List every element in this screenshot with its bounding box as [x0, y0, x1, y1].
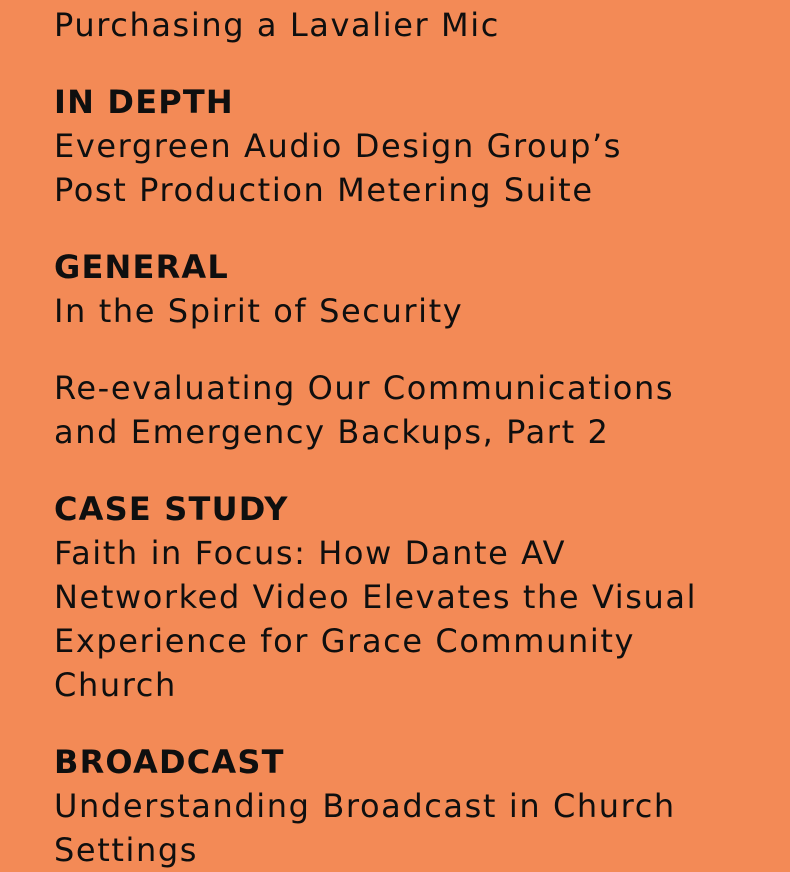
section-label-case-study: CASE STUDY — [54, 490, 289, 528]
section-case-study — [54, 487, 754, 707]
section-in-depth — [54, 80, 754, 212]
toc-entry-title[interactable]: Evergreen Audio Design Group’s Post Production Metering Suite — [54, 127, 623, 209]
toc-entry-title[interactable]: Re-evaluating Our Communications and Emergency Backups, Part 2 — [54, 369, 675, 451]
section-general — [54, 245, 754, 333]
table-of-contents — [54, 0, 754, 872]
toc-entry-title[interactable]: Faith in Focus: How Dante AV Networked Video Elevates the Visual Experience for Grace Community Church — [54, 534, 698, 704]
toc-entry-title[interactable]: Understanding Broadcast in Church Settings — [54, 787, 676, 869]
toc-entry-block — [54, 366, 754, 454]
section-label-broadcast: BROADCAST — [54, 743, 285, 781]
toc-entry-title[interactable]: Purchasing a Lavalier Mic — [54, 6, 500, 44]
section-label-in-depth: IN DEPTH — [54, 83, 234, 121]
toc-entry-title[interactable]: In the Spirit of Security — [54, 292, 464, 330]
toc-entry-block — [54, 3, 754, 47]
section-label-general: GENERAL — [54, 248, 229, 286]
section-broadcast — [54, 740, 754, 872]
